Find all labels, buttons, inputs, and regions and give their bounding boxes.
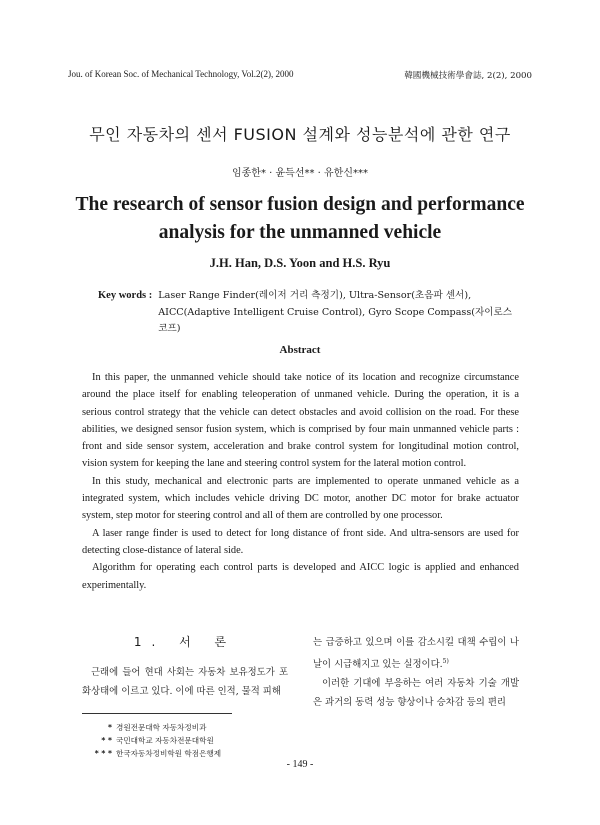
intro-right-paragraph: [313, 633, 519, 674]
left-column: [82, 633, 288, 701]
section-heading-introduction: 1. 서 론: [133, 635, 237, 649]
footnote-mark: *: [108, 723, 112, 732]
footnote: [82, 721, 292, 734]
footnote-affiliation: 국민대학교 자동차전문대학원: [116, 736, 214, 745]
page-number: - 149 -: [286, 759, 314, 770]
abstract-paragraph: Algorithm for operating each control parts is developed and AICC logic is applied and enhanced experimentally.: [82, 562, 519, 591]
abstract-paragraph: In this paper, the unmanned vehicle should take notice of its location and recognize circumstance around the place itself for enabling teleoperation of unmaned vehicle. During the operation, it is a serious control strategy that the vehicle can detect obstacles and avoid collision on the road. For these abilities, we designed sensor fusion system, which is comprised by four main unmanned vehicle parts : front and side sensor system, acceleration and brake control system for longitudinal motion control, vision system for keeping the lane and steering control system for the lateral motion control.: [82, 372, 519, 470]
intro-left-paragraph: 근래에 들어 현대 사회는 자동차 보유정도가 포화상태에 이르고 있다. 이에 따른 인적, 물적 피해: [82, 667, 288, 697]
running-head-journal-ko: 韓國機械技術學會誌, 2(2), 2000: [404, 71, 532, 81]
keywords-text: Laser Range Finder(레이저 거리 측정기), Ultra-Sensor(초음파 센서), AICC(Adaptive Intelligent Cruise Control), Gyro Scope Compass(자이로스코프): [158, 290, 513, 334]
running-head-journal-en: Jou. of Korean Soc. of Mechanical Technology, Vol.2(2), 2000: [68, 69, 294, 79]
intro-right-text: 는 급증하고 있으며 이를 감소시킬 대책 수립이 나날이 시급해지고 있는 실정이다.: [313, 637, 519, 671]
abstract-paragraph: In this study, mechanical and electronic parts are implemented to operate unmaned vehicle as a integrated system, which includes vehicle driving DC motor, another DC motor for brake actuator system, step motor for steering control and all of them are controlled by one processor.: [82, 475, 519, 522]
abstract-heading: Abstract: [279, 344, 321, 356]
footnote: [82, 734, 292, 747]
keywords: [98, 288, 518, 338]
korean-authors: 임종한* · 윤득선** · 유한신***: [231, 168, 368, 179]
footnote-mark: * * *: [94, 749, 112, 758]
korean-title: 무인 자동차의 센서 FUSION 설계와 성능분석에 관한 연구: [89, 125, 511, 144]
footnote-mark: * *: [101, 736, 112, 745]
footnotes: [82, 721, 292, 760]
english-title: The research of sensor fusion design and performance analysis for the unmanned vehicle: [75, 194, 525, 243]
running-head: [68, 69, 532, 81]
footnote-rule: [82, 713, 232, 714]
footnote-affiliation: 경원전문대학 자동차정비과: [116, 723, 207, 732]
keywords-label: Key words :: [98, 290, 153, 301]
abstract-body: [82, 369, 519, 594]
intro-right-paragraph: 이러한 기대에 부응하는 여러 자동차 기술 개발은 과거의 동력 성능 향상이나 승차감 등의 편리: [313, 678, 519, 709]
footnote-affiliation: 한국자동차정비학원 학점은행제: [116, 749, 222, 758]
right-column: [313, 633, 519, 712]
reference-superscript: 5): [442, 658, 449, 665]
abstract-paragraph: A laser range finder is used to detect for long distance of front side. And ultra-sensors are used for detecting close-distance of lateral side.: [82, 527, 519, 556]
english-authors: J.H. Han, D.S. Yoon and H.S. Ryu: [209, 256, 391, 270]
